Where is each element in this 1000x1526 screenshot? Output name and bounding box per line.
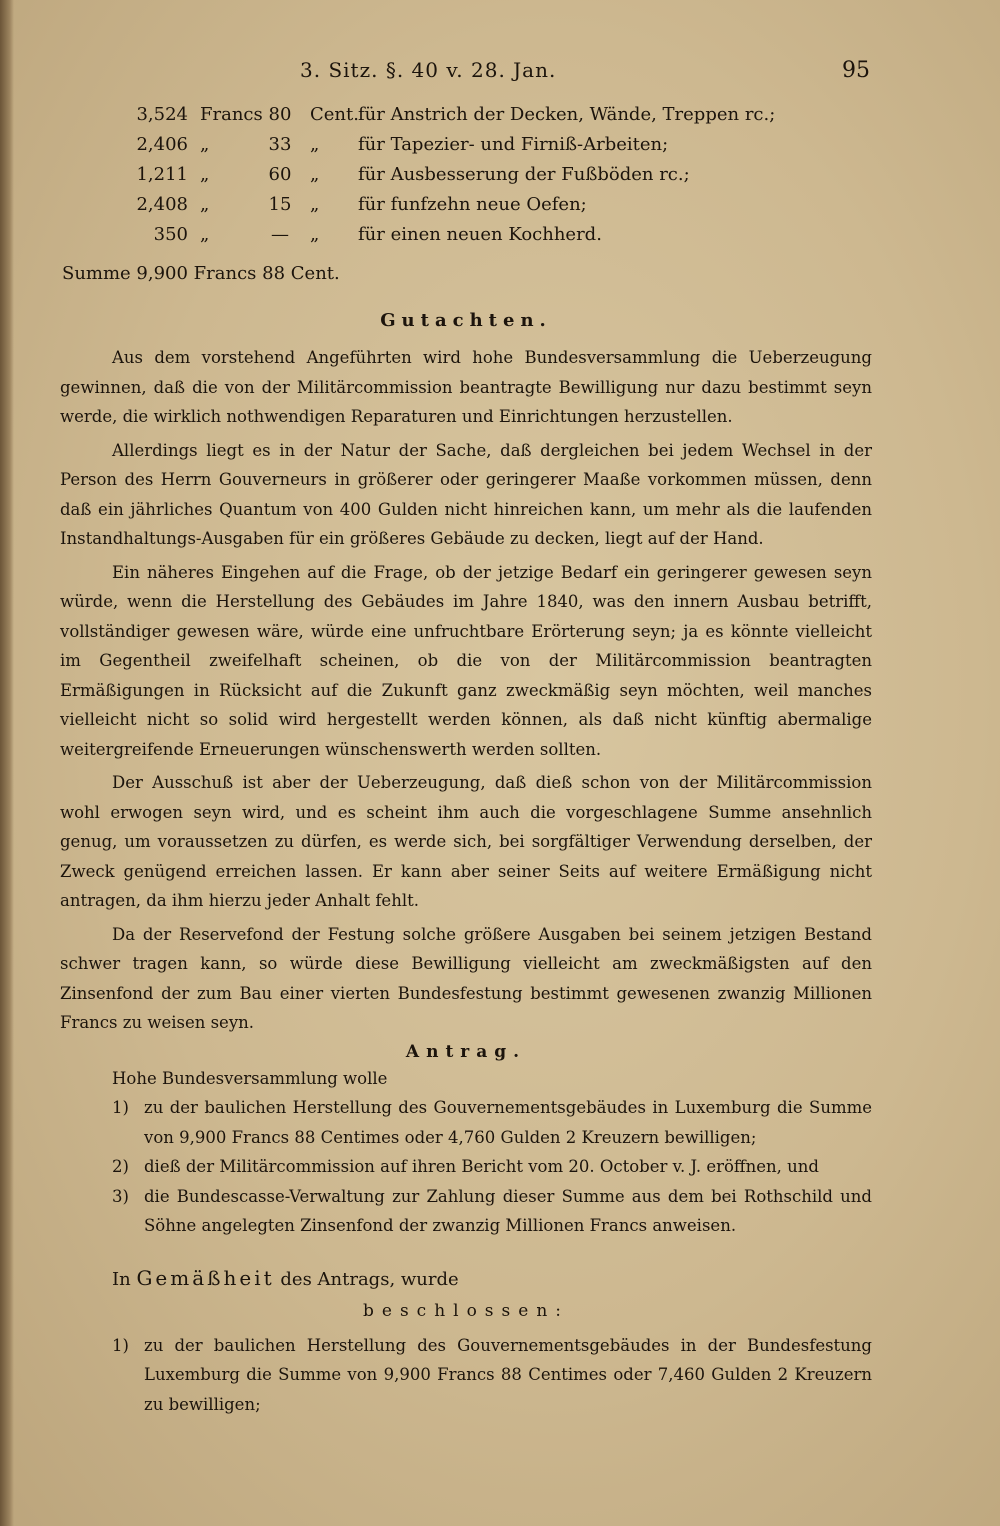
gutachten-heading: Gutachten. — [380, 310, 552, 331]
antrag-heading: Antrag. — [405, 1041, 527, 1062]
cost-row — [100, 224, 820, 254]
antrag-intro: Hohe Bundesversammlung wolle — [112, 1068, 388, 1088]
cost-cents: 60 — [268, 164, 292, 185]
cost-row — [100, 164, 820, 194]
cost-row — [100, 134, 820, 164]
resolution-item-number: 1) — [112, 1335, 129, 1355]
cost-cents: — — [271, 224, 289, 245]
gutachten-paragraph: Ein näheres Eingehen auf die Frage, ob der jetzige Bedarf ein geringerer gewesen seyn würde, wenn die Herstellung des Gebäudes im Jahre 1840, was den innern Ausbau betrifft, vollständiger gewesen wäre, würde eine unfruchtbare Erörterung seyn; ja es könnte vielleicht im Gegentheil zweifelhaft scheinen, ob die von der Militärcommission beantragten Ermäßigungen in Rücksicht auf die Zukunft ganz zweckmäßig seyn möchten, weil manches vielleicht nicht so solid wird hergestellt werden können, als daß nicht künftig abermalige weitergreifende Erneuerungen wünschenswerth werden sollten. — [60, 562, 872, 759]
page-number: 95 — [842, 58, 870, 83]
cost-currency: „ — [200, 224, 210, 245]
running-head: 3. Sitz. §. 40 v. 28. Jan. — [300, 58, 557, 82]
resolution-item — [60, 1331, 872, 1420]
cost-unit: „ — [310, 224, 320, 245]
cost-description: für einen neuen Kochherd. — [358, 224, 602, 245]
gutachten-paragraph: Der Ausschuß ist aber der Ueberzeugung, daß dieß schon von der Militärcommission wohl erwogen seyn wird, und es scheint ihm auch die vorgeschlagene Summe ansehnlich genug, um voraussetzen zu dürfen, es werde sich, bei sorgfältiger Verwendung derselben, der Zweck genügend erreichen lassen. Er kann aber seiner Seits auf weitere Ermäßigung nicht antragen, da ihm hierzu jeder Anhalt fehlt. — [60, 773, 872, 910]
cost-row — [100, 104, 820, 134]
cost-amount: 1,211 — [136, 164, 188, 185]
cost-row — [100, 194, 820, 224]
cost-amount: 2,406 — [136, 134, 188, 155]
cost-description: für Ausbesserung der Fußböden rc.; — [358, 164, 690, 185]
main-text — [60, 310, 872, 1419]
antrag-item-number: 1) — [112, 1098, 129, 1117]
cost-description: für funfzehn neue Oefen; — [358, 194, 587, 215]
antrag-item — [60, 1152, 872, 1182]
gutachten-paragraph: Da der Reservefond der Festung solche größere Ausgaben bei seinem jetzigen Bestand schwer tragen kann, so würde diese Bewilligung vielleicht am zweckmäßigsten auf den Zinsenfond der zum Bau einer vierten Bundesfestung bestimmt gewesenen zwanzig Millionen Francs zu weisen seyn. — [60, 924, 872, 1032]
cost-description: für Tapezier- und Firniß-Arbeiten; — [358, 134, 669, 155]
cost-table — [100, 104, 820, 254]
cost-amount: 350 — [153, 224, 188, 245]
cost-currency: „ — [200, 194, 210, 215]
resolution-suffix: des Antrags, wurde — [280, 1268, 459, 1290]
cost-cents: 15 — [268, 194, 292, 215]
antrag-item — [60, 1182, 872, 1241]
cost-currency: Francs — [200, 104, 263, 125]
beschlossen-heading: beschlossen: — [363, 1300, 569, 1321]
cost-cents: 33 — [268, 134, 292, 155]
antrag-item-text: die Bundescasse-Verwaltung zur Zahlung dieser Summe aus dem bei Rothschild und Söhne angelegten Zinsenfond der zwanzig Millionen Francs anweisen. — [144, 1186, 872, 1235]
antrag-item-number: 3) — [112, 1186, 129, 1206]
resolution-item-text: zu der baulichen Herstellung des Gouvernementsgebäudes in der Bundesfestung Luxemburg die Summe von 9,900 Francs 88 Centimes oder 7,460 Gulden 2 Kreuzern zu bewilligen; — [144, 1335, 872, 1414]
book-binding-edge — [0, 0, 14, 1526]
page-header — [0, 58, 1000, 88]
resolution-keyword: Gemäßheit — [136, 1265, 275, 1290]
antrag-item-text: zu der baulichen Herstellung des Gouvernementsgebäudes in Luxemburg die Summe von 9,900 Francs 88 Centimes oder 4,760 Gulden 2 Kreuzern bewilligen; — [144, 1098, 872, 1147]
gutachten-paragraph: Aus dem vorstehend Angeführten wird hohe Bundesversammlung die Ueberzeugung gewinnen, daß die von der Militärcommission beantragte Bewilligung nur dazu bestimmt seyn werde, die wirklich nothwendigen Reparaturen und Einrichtungen herzustellen. — [60, 348, 872, 426]
antrag-item-number: 2) — [112, 1157, 129, 1176]
cost-unit: „ — [310, 134, 320, 155]
cost-currency: „ — [200, 134, 210, 155]
antrag-item-text: dieß der Militärcommission auf ihren Bericht vom 20. October v. J. eröffnen, und — [144, 1157, 819, 1176]
cost-currency: „ — [200, 164, 210, 185]
cost-description: für Anstrich der Decken, Wände, Treppen rc.; — [358, 104, 776, 125]
gutachten-paragraph: Allerdings liegt es in der Natur der Sache, daß dergleichen bei jedem Wechsel in der Person des Herrn Gouverneurs in größerer oder geringerer Maaße vorkommen müssen, denn daß ein jährliches Quantum von 400 Gulden nicht hinreichen kann, um mehr als die laufenden Instandhaltungs-Ausgaben für ein größeres Gebäude zu decken, liegt auf der Hand. — [60, 440, 872, 548]
cost-unit: Cent. — [310, 104, 359, 125]
antrag-item — [60, 1093, 872, 1152]
cost-unit: „ — [310, 164, 320, 185]
cost-amount: 3,524 — [136, 104, 188, 125]
cost-cents: 80 — [268, 104, 292, 125]
cost-amount: 2,408 — [136, 194, 188, 215]
resolution-prefix: In — [112, 1268, 131, 1290]
resolution-intro — [60, 1261, 872, 1297]
cost-unit: „ — [310, 194, 320, 215]
cost-sum: Summe 9,900 Francs 88 Cent. — [62, 263, 340, 284]
